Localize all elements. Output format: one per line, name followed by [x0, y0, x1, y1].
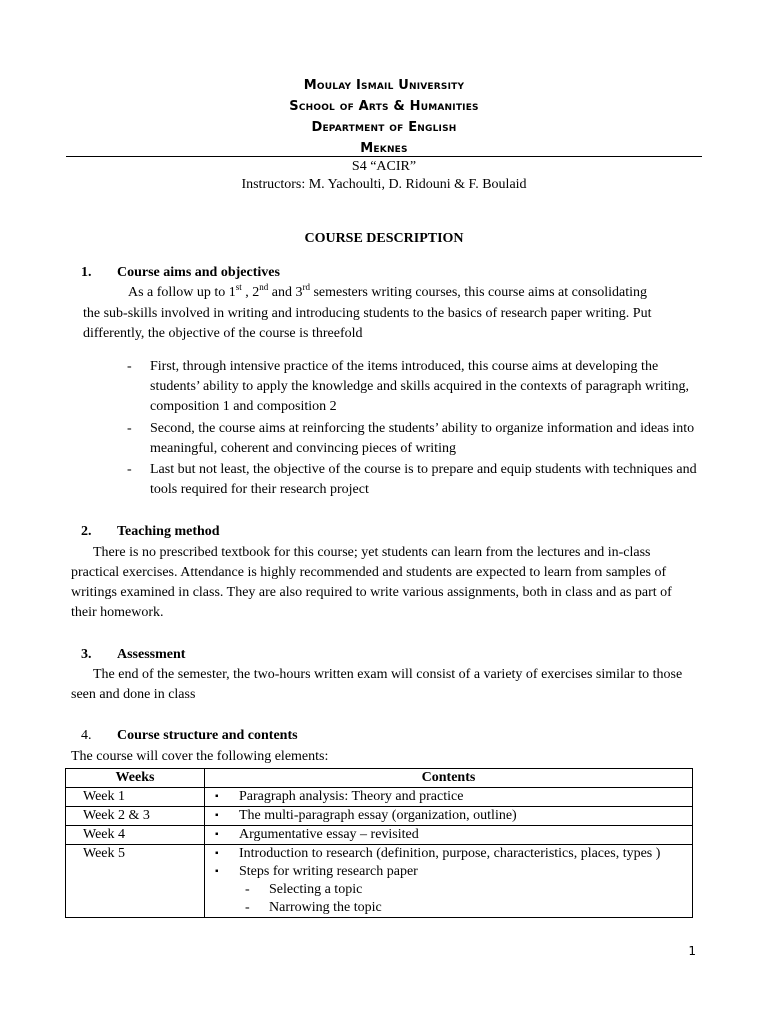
- contents-cell: [205, 845, 693, 918]
- sub-list-item: - Selecting a topic: [245, 882, 363, 897]
- table-row: [66, 826, 693, 845]
- section-4-number: 4.: [81, 728, 92, 743]
- instructors: Instructors: M. Yachoulti, D. Ridouni & F. Boulaid: [241, 177, 527, 192]
- bullet-square-icon: ▪: [215, 866, 219, 877]
- bullet-dash: -: [127, 462, 132, 477]
- table-header-row: [66, 769, 693, 788]
- school-name: School of Arts & Humanities: [289, 99, 479, 114]
- course-contents-table: [65, 768, 693, 918]
- bullet-square-icon: ▪: [215, 848, 219, 859]
- bullet-dash: -: [127, 421, 132, 436]
- bullet-square-icon: ▪: [215, 791, 219, 802]
- course-code: S4 “ACIR”: [351, 159, 417, 174]
- weeks-header: Weeks: [66, 769, 205, 788]
- list-item: ▪ Introduction to research (definition, purpose, characteristics, places, types ): [209, 845, 688, 863]
- table-row: [66, 807, 693, 826]
- section-1-number: 1.: [81, 265, 92, 280]
- list-item: ▪ Argumentative essay – revisited: [209, 826, 688, 844]
- objective-bullet-3: Last but not least, the objective of the course is to prepare and equip students with techniques and tools required for their research project: [150, 462, 697, 497]
- section-2-title: Teaching method: [117, 524, 220, 539]
- bullet-dash: -: [127, 359, 132, 374]
- bullet-square-icon: ▪: [215, 829, 219, 840]
- city-name: Meknes: [360, 141, 408, 156]
- section-2-text: There is no prescribed textbook for this course; yet students can learn from the lectures and in-class practical exercises. Attendance is highly recommended and students are expected to learn from samples of writings examined in class. They are also required to write various assignments, both in class and as part of their homework.: [71, 545, 672, 620]
- section-1-intro-line1: As a follow up to 1st , 2nd and 3rd semesters writing courses, this course aims at consolidating: [128, 282, 648, 300]
- bullet-square-icon: ▪: [215, 810, 219, 821]
- table-row: [66, 845, 693, 918]
- contents-cell: [205, 826, 693, 845]
- sub-list-item: - Narrowing the topic: [245, 900, 382, 915]
- section-1-intro-line3: differently, the objective of the course is threefold: [83, 326, 363, 341]
- contents-cell: [205, 788, 693, 807]
- page-number: 1: [688, 944, 696, 958]
- contents-header: Contents: [205, 769, 693, 788]
- department-name: Department of English: [311, 120, 457, 135]
- week-cell: Week 4: [66, 826, 205, 845]
- section-2-number: 2.: [81, 524, 92, 539]
- objective-bullet-1: First, through intensive practice of the items introduced, this course aims at developing the students’ ability to apply the knowledge and skills acquired in the contexts of paragraph writing, composition 1 and composition 2: [150, 359, 689, 414]
- contents-cell: [205, 807, 693, 826]
- week-cell: Week 5: [66, 845, 205, 918]
- section-3-text: The end of the semester, the two-hours written exam will consist of a variety of exercises similar to those seen and done in class: [71, 667, 683, 702]
- section-3-number: 3.: [81, 647, 92, 662]
- section-3-title: Assessment: [117, 647, 186, 662]
- page-title: COURSE DESCRIPTION: [304, 231, 464, 246]
- section-4-intro: The course will cover the following elements:: [71, 749, 329, 764]
- objective-bullet-2: Second, the course aims at reinforcing the students’ ability to organize information and ideas into meaningful, coherent and convincing pieces of writing: [150, 421, 695, 456]
- list-item: ▪ The multi-paragraph essay (organization, outline): [209, 807, 688, 825]
- list-item: ▪ Paragraph analysis: Theory and practice: [209, 788, 688, 806]
- list-item: ▪ Steps for writing research paper: [209, 863, 688, 881]
- section-4-title: Course structure and contents: [117, 728, 298, 743]
- section-1-title: Course aims and objectives: [117, 265, 280, 280]
- table-row: [66, 788, 693, 807]
- week-cell: Week 2 & 3: [66, 807, 205, 826]
- week-cell: Week 1: [66, 788, 205, 807]
- section-1-intro-line2: the sub-skills involved in writing and introducing students to the basics of research paper writing. Put: [83, 306, 652, 321]
- university-name: Moulay Ismail University: [303, 78, 465, 93]
